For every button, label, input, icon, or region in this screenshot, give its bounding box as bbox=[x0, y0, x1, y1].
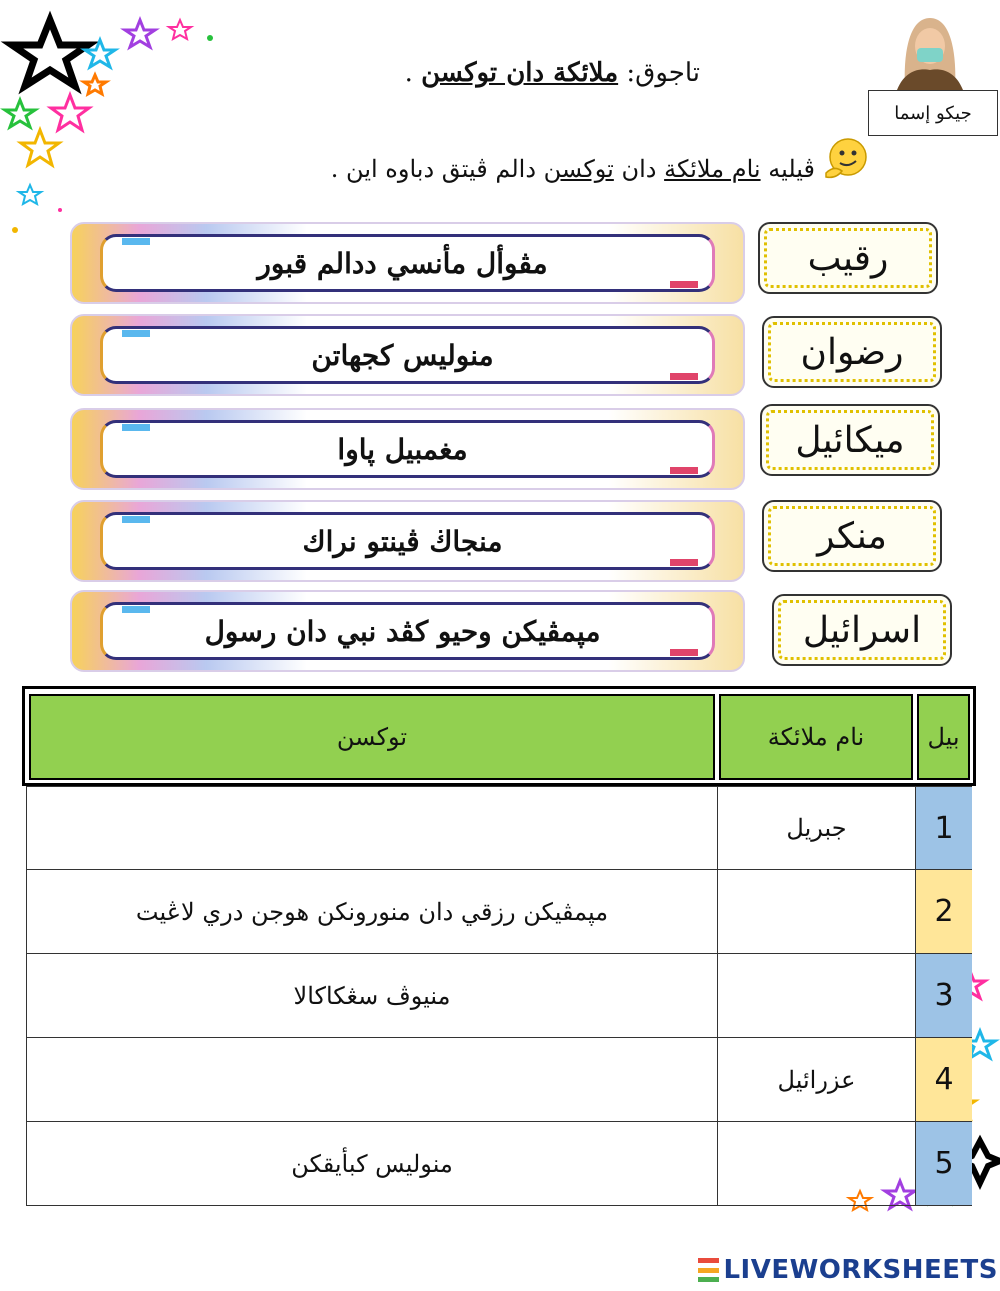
task-box-5[interactable] bbox=[70, 590, 745, 672]
liveworksheets-logo bbox=[698, 1255, 998, 1285]
task-text: مغمبيل ڽاوا bbox=[337, 432, 468, 466]
logo-text: LIVEWORKSHEETS bbox=[723, 1255, 998, 1285]
row-task-cell[interactable]: مپمڤيكن رزقي دان منورونكن هوجن دري لاڠيت bbox=[135, 897, 609, 926]
row-task-cell[interactable]: منوليس كبأيقكن bbox=[291, 1149, 453, 1178]
name-box-2[interactable]: رضوان bbox=[762, 316, 942, 388]
row-name-cell[interactable] bbox=[717, 954, 915, 1037]
task-text: مپمڤيكن وحيو كڤد نبي دان رسول bbox=[204, 614, 601, 648]
header-task: توكسن bbox=[29, 694, 715, 780]
row-name-cell[interactable]: عزرائيل bbox=[717, 1038, 915, 1121]
tag-icon bbox=[670, 649, 698, 656]
row-task-cell[interactable] bbox=[27, 787, 717, 869]
instruction-underlined-tasks: توكسن bbox=[543, 155, 614, 183]
logo-icon bbox=[698, 1258, 719, 1282]
task-text: منوليس كجهاتن bbox=[311, 338, 494, 372]
name-box-3[interactable]: ميكائيل bbox=[760, 404, 940, 476]
table-row bbox=[26, 786, 972, 870]
instruction-part1: ڤيليه bbox=[768, 155, 815, 183]
table-row bbox=[26, 1038, 972, 1122]
thinking-emoji-icon bbox=[820, 135, 870, 185]
instruction-text bbox=[150, 155, 815, 183]
title-topic: ملائكة دان توكسن bbox=[421, 58, 619, 88]
header-name: نام ملائكة bbox=[719, 694, 913, 780]
table-row bbox=[26, 870, 972, 954]
task-text: منجاڬ ڤينتو نراك bbox=[302, 524, 503, 558]
row-number: 2 bbox=[915, 870, 972, 953]
instruction-underlined-names: نام ملائكة bbox=[664, 155, 761, 183]
teacher-avatar-icon bbox=[895, 10, 965, 90]
row-number: 5 bbox=[915, 1122, 972, 1205]
task-text: مڤوأل مأنسي ددالم قبور bbox=[257, 246, 548, 280]
teacher-label: جيکو إسما bbox=[868, 90, 998, 136]
row-name-cell[interactable] bbox=[717, 870, 915, 953]
row-task-cell[interactable]: منيوڤ سڠكاكالا bbox=[293, 981, 451, 1010]
tag-icon bbox=[670, 373, 698, 380]
row-number: 3 bbox=[915, 954, 972, 1037]
name-box-1[interactable]: رقيب bbox=[758, 222, 938, 294]
header-num: بيل bbox=[917, 694, 970, 780]
row-number: 4 bbox=[915, 1038, 972, 1121]
tag-icon bbox=[670, 281, 698, 288]
name-box-5[interactable]: اسرائيل bbox=[772, 594, 952, 666]
table-header bbox=[22, 686, 976, 786]
tag-icon bbox=[670, 559, 698, 566]
page-title bbox=[300, 58, 700, 88]
task-box-1[interactable] bbox=[70, 222, 745, 304]
task-box-3[interactable] bbox=[70, 408, 745, 490]
title-suffix: . bbox=[404, 58, 413, 88]
row-name-cell[interactable] bbox=[717, 1122, 915, 1205]
title-prefix: تاجوق: bbox=[626, 58, 700, 88]
instruction-part3: دالم ڤيتق دباوه اين . bbox=[330, 155, 537, 183]
row-task-cell[interactable] bbox=[27, 1038, 717, 1121]
table-row bbox=[26, 954, 972, 1038]
row-name-cell[interactable]: جبريل bbox=[717, 787, 915, 869]
stars-decoration-top-left bbox=[0, 0, 230, 250]
task-box-4[interactable] bbox=[70, 500, 745, 582]
name-box-4[interactable]: منكر bbox=[762, 500, 942, 572]
row-number: 1 bbox=[915, 787, 972, 869]
table-row bbox=[26, 1122, 972, 1206]
instruction-part2: دان bbox=[621, 155, 657, 183]
task-box-2[interactable] bbox=[70, 314, 745, 396]
tag-icon bbox=[670, 467, 698, 474]
